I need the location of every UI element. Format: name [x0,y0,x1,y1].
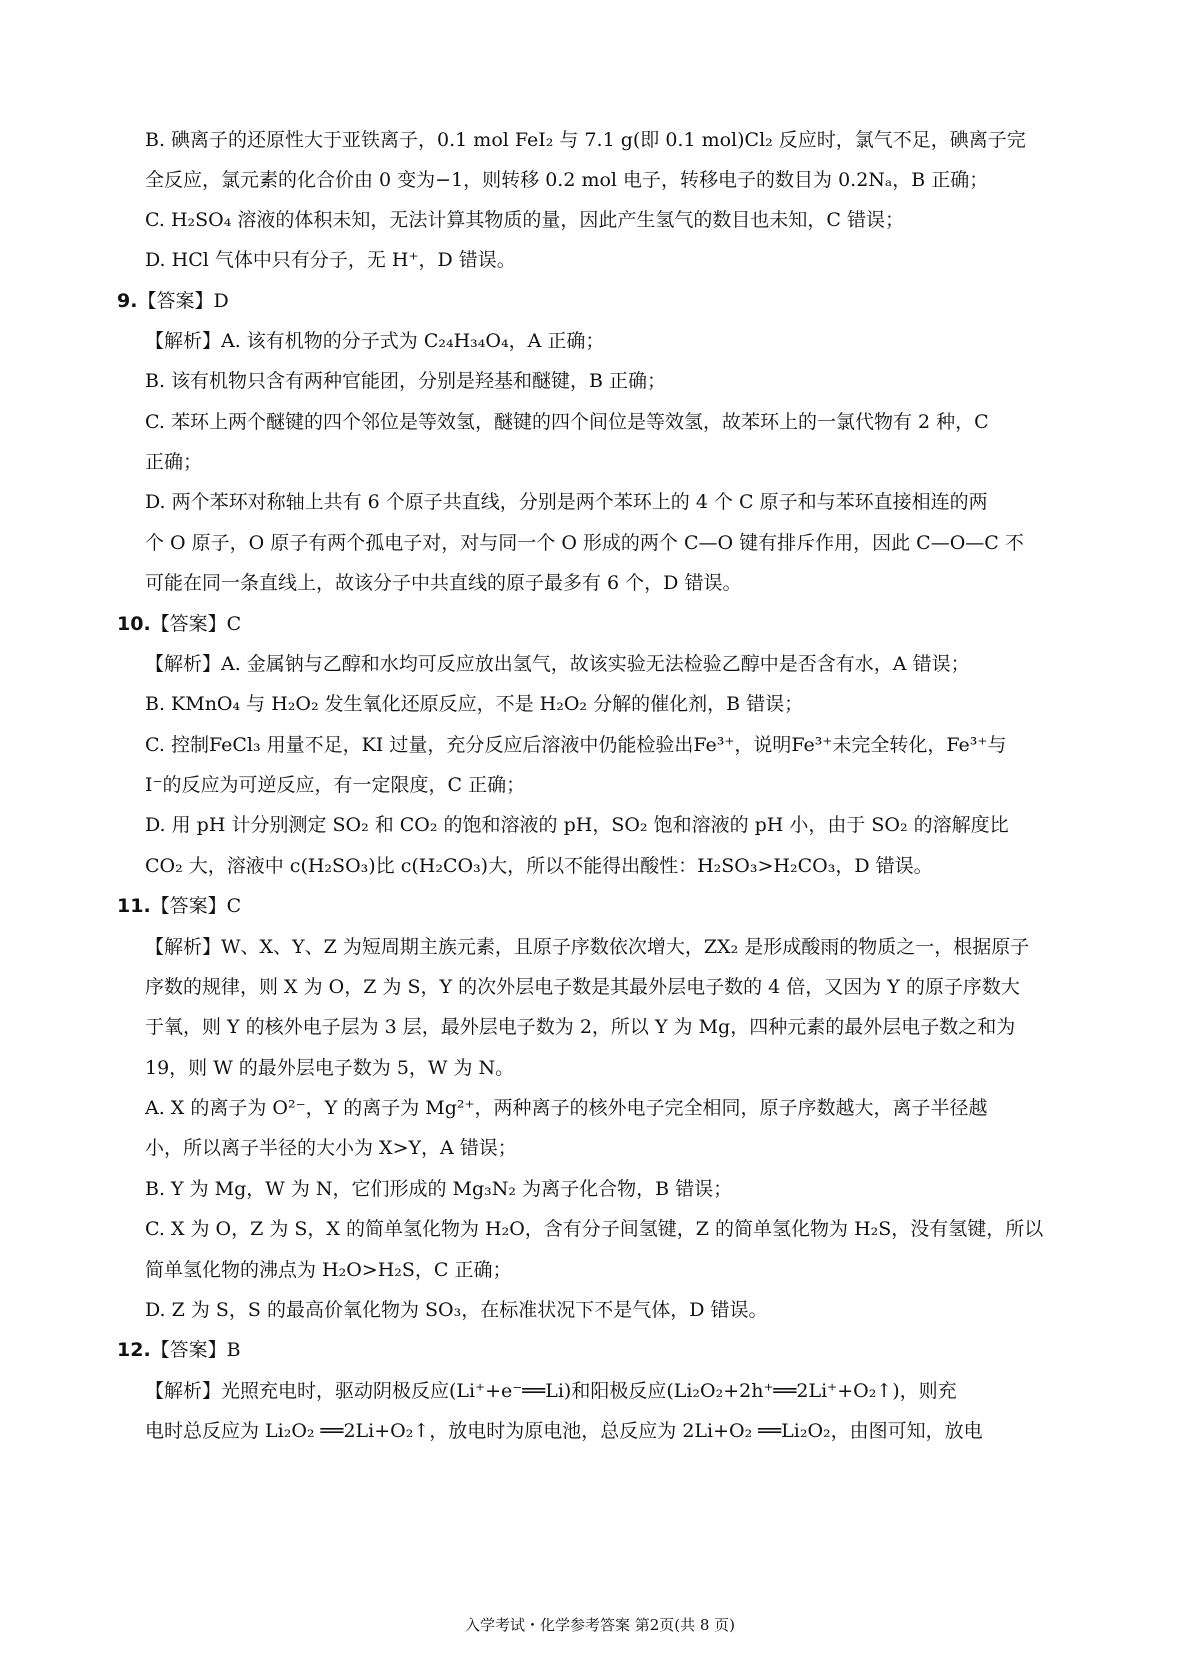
text-line: 【解析】光照充电时，驱动阴极反应(Li⁺+e⁻══Li)和阳极反应(Li₂O₂+2h⁺══2Li⁺+O₂↑)，则充 [145,1380,957,1402]
text-line: 可能在同一条直线上，故该分子中共直线的原子最多有 6 个，D 错误。 [145,572,742,594]
text-line: C. X 为 O，Z 为 S，X 的简单氢化物为 H₂O，含有分子间氢键，Z 的简单氢化物为 H₂S，没有氢键，所以 [145,1218,1044,1240]
text-line: D. 两个苯环对称轴上共有 6 个原子共直线，分别是两个苯环上的 4 个 C 原子和与苯环直接相连的两 [145,491,988,513]
text-line: D. Z 为 S，S 的最高价氧化物为 SO₃，在标准状况下不是气体，D 错误。 [145,1299,768,1321]
text-line: 电时总反应为 Li₂O₂ ══2Li+O₂↑，放电时为原电池，总反应为 2Li+O₂ ══Li₂O₂，由图可知，放电 [145,1420,983,1442]
text-line: 正确； [145,451,203,473]
text-line: 【解析】W、X、Y、Z 为短周期主族元素，且原子序数依次增大，ZX₂ 是形成酸雨的物质之一，根据原子 [145,936,1030,958]
page-footer: 入学考试・化学参考答案 第2页(共 8 页) [464,1616,736,1634]
text-line: C. 苯环上两个醚键的四个邻位是等效氢，醚键的四个间位是等效氢，故苯环上的一氯代物有 2 种，C [145,411,989,433]
text-line: 于氧，则 Y 的核外电子层为 3 层，最外层电子数为 2，所以 Y 为 Mg，四种元素的最外层电子数之和为 [145,1016,1016,1038]
text-line: C. H₂SO₄ 溶液的体积未知，无法计算其物质的量，因此产生氢气的数目也未知，C 错误； [145,209,904,231]
text-line: 【解析】A. 该有机物的分子式为 C₂₄H₃₄O₄，A 正确； [145,330,605,352]
text-line: D. HCl 气体中只有分子，无 H⁺，D 错误。 [145,249,516,271]
answer-heading: 9.【答案】D [117,290,229,312]
answer-heading: 12.【答案】B [117,1339,241,1361]
text-line: 简单氢化物的沸点为 H₂O>H₂S，C 正确； [145,1259,512,1281]
text-line: B. KMnO₄ 与 H₂O₂ 发生氧化还原反应，不是 H₂O₂ 分解的催化剂，B 错误； [145,693,804,715]
text-line: 【解析】A. 金属钠与乙醇和水均可反应放出氢气，故该实验无法检验乙醇中是否含有水，A 错误； [145,653,970,675]
text-line: 小，所以离子半径的大小为 X>Y，A 错误； [145,1137,517,1159]
text-line: C. 控制FeCl₃ 用量不足，KI 过量，充分反应后溶液中仍能检验出Fe³⁺，说明Fe³⁺未完全转化，Fe³⁺与 [145,734,1007,756]
answer-heading: 10.【答案】C [117,613,242,635]
text-line: CO₂ 大，溶液中 c(H₂SO₃)比 c(H₂CO₃)大，所以不能得出酸性：H₂SO₃>H₂CO₃，D 错误。 [145,855,933,877]
text-line: B. 该有机物只含有两种官能团，分别是羟基和醚键，B 正确； [145,370,667,392]
text-line: D. 用 pH 计分别测定 SO₂ 和 CO₂ 的饱和溶液的 pH，SO₂ 饱和溶液的 pH 小，由于 SO₂ 的溶解度比 [145,814,1009,836]
text-line: 19，则 W 的最外层电子数为 5，W 为 N。 [145,1057,515,1079]
text-line: 全反应，氯元素的化合价由 0 变为−1，则转移 0.2 mol 电子，转移电子的数目为 0.2Nₐ，B 正确； [145,169,989,191]
text-line: I⁻的反应为可逆反应，有一定限度，C 正确； [145,774,526,796]
text-line: 个 O 原子，O 原子有两个孤电子对，对与同一个 O 形成的两个 C—O 键有排斥作用，因此 C—O—C 不 [145,532,1024,554]
text-line: B. Y 为 Mg，W 为 N，它们形成的 Mg₃N₂ 为离子化合物，B 错误； [145,1178,733,1200]
answer-heading: 11.【答案】C [117,895,242,917]
text-line: A. X 的离子为 O²⁻，Y 的离子为 Mg²⁺，两种离子的核外电子完全相同，原子序数越大，离子半径越 [145,1097,988,1119]
text-line: B. 碘离子的还原性大于亚铁离子，0.1 mol FeI₂ 与 7.1 g(即 0.1 mol)Cl₂ 反应时，氯气不足，碘离子完 [145,129,1026,151]
text-line: 序数的规律，则 X 为 O，Z 为 S，Y 的次外层电子数是其最外层电子数的 4 倍，又因为 Y 的原子序数大 [145,976,1020,998]
